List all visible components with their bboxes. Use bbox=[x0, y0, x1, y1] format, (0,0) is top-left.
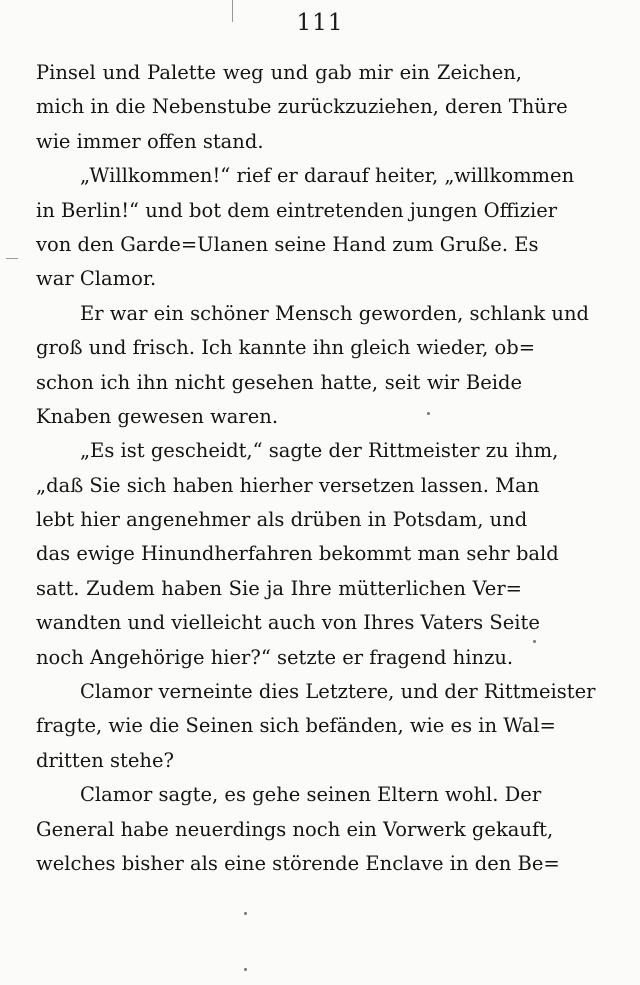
text-line: das ewige Hinundherfahren bekommt man sehr bald bbox=[36, 542, 559, 566]
text-line: noch Angehörige hier?“ setzte er fragend hinzu. bbox=[36, 645, 514, 669]
text-line: in Berlin!“ und bot dem eintretenden jungen Offizier bbox=[36, 198, 558, 222]
scan-edge-mark bbox=[6, 258, 18, 259]
scan-speck bbox=[427, 412, 430, 415]
text-line: Pinsel und Palette weg und gab mir ein Zeichen, bbox=[36, 61, 522, 84]
scan-speck bbox=[244, 912, 247, 915]
body-text bbox=[36, 56, 596, 881]
scan-speck bbox=[244, 968, 247, 971]
text-line: wie immer offen stand. bbox=[36, 129, 264, 153]
text-line: wandten und vielleicht auch von Ihres Vaters Seite bbox=[36, 611, 540, 635]
text-line: groß und frisch. Ich kannte ihn gleich wieder, ob= bbox=[36, 336, 536, 360]
text-line: „daß Sie sich haben hierher versetzen lassen. Man bbox=[36, 473, 540, 497]
page-number: 111 bbox=[296, 10, 344, 36]
text-line: war Clamor. bbox=[36, 267, 157, 291]
text-line: „Willkommen!“ rief er darauf heiter, „willkommen bbox=[80, 164, 575, 188]
text-line: Knaben gewesen waren. bbox=[36, 404, 279, 428]
text-line: schon ich ihn nicht gesehen hatte, seit wir Beide bbox=[36, 370, 522, 394]
text-line: Clamor sagte, es gehe seinen Eltern wohl. Der bbox=[80, 783, 542, 807]
text-line: „Es ist gescheidt,“ sagte der Rittmeister zu ihm, bbox=[80, 439, 559, 463]
text-line: lebt hier angenehmer als drüben in Potsdam, und bbox=[36, 508, 528, 532]
text-line: fragte, wie die Seinen sich befänden, wie es in Wal= bbox=[36, 714, 556, 738]
scan-edge-mark bbox=[232, 0, 233, 22]
text-line: satt. Zudem haben Sie ja Ihre mütterlichen Ver= bbox=[36, 576, 522, 600]
text-line: mich in die Nebenstube zurückzuziehen, deren Thüre bbox=[36, 95, 568, 119]
text-line: welches bisher als eine störende Enclave in den Be= bbox=[36, 851, 560, 875]
scan-speck bbox=[533, 640, 536, 643]
text-line: General habe neuerdings noch ein Vorwerk gekauft, bbox=[36, 817, 554, 841]
text-line: Clamor verneinte dies Letztere, und der Rittmeister bbox=[80, 680, 596, 704]
text-line: dritten stehe? bbox=[36, 748, 174, 772]
text-line: Er war ein schöner Mensch geworden, schlank und bbox=[80, 301, 589, 325]
text-line: von den Garde=Ulanen seine Hand zum Gruße. Es bbox=[36, 232, 539, 256]
